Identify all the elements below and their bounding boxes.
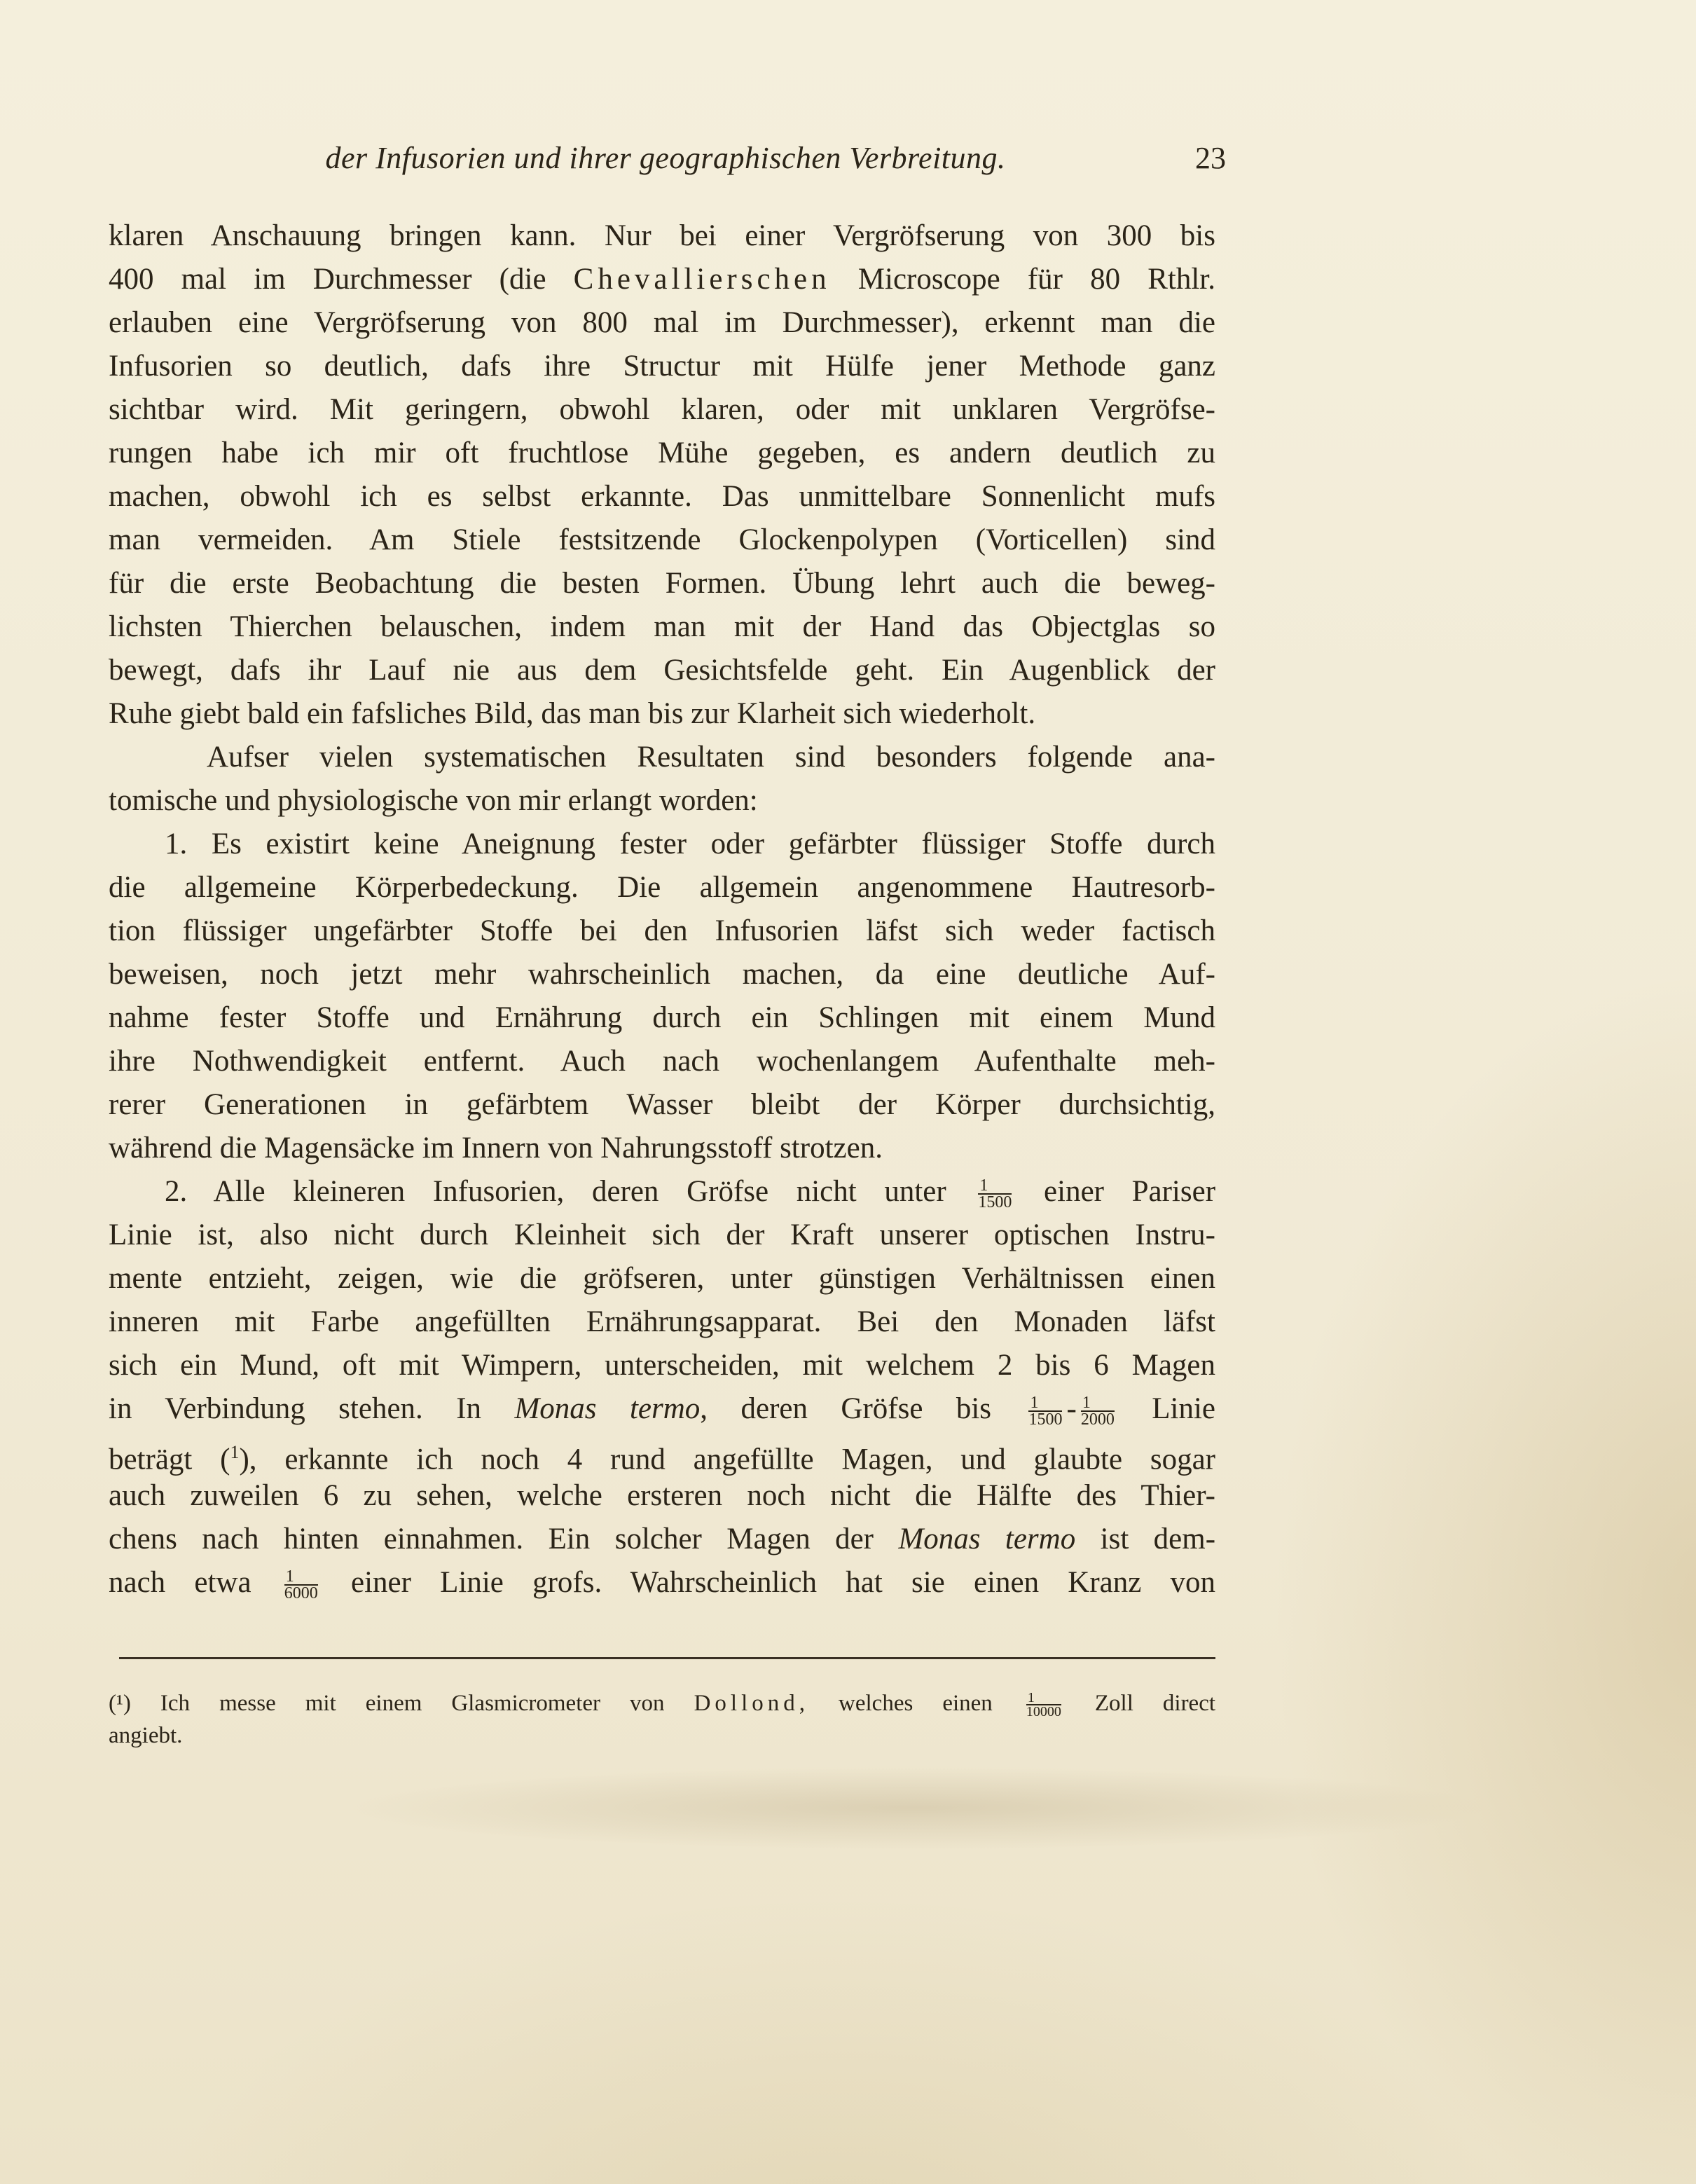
text-line: man vermeiden. Am Stiele festsitzende Glockenpolypen (Vorticellen) sind [109,523,1215,556]
text-line: machen, obwohl ich es selbst erkannte. Das unmittelbare Sonnenlicht mufs [109,480,1215,513]
text-line: Infusorien so deutlich, dafs ihre Structur mit Hülfe jener Methode ganz [109,350,1215,383]
text-line: auch zuweilen 6 zu sehen, welche ersteren noch nicht die Hälfte des Thier- [109,1479,1215,1512]
text-line: rerer Generationen in gefärbtem Wasser bleibt der Körper durchsichtig, [109,1088,1215,1121]
body-text [109,214,1215,1605]
text-line: beträgt ($^1$), erkannte ich noch 4 rund angefüllte Magen, und glaubte sogar [109,1442,1216,1476]
footnote-separator [119,1657,1215,1659]
text-line: sich ein Mund, oft mit Wimpern, unterscheiden, mit welchem 2 bis 6 Magen [109,1349,1215,1382]
text-line: 400 mal im Durchmesser (die Chevallierschen Microscope für 80 Rthlr. [109,263,1215,296]
spaced-name: Chevallierschen [573,263,831,296]
text-line: klaren Anschauung bringen kann. Nur bei einer Vergröfserung von 300 bis [109,219,1215,252]
numbered-item-2: 2. Alle kleineren Infusorien, deren Gröfse nicht unter $\frac{1}{1500}$ einer Pariser [165,1175,1216,1212]
text-line: für die erste Beobachtung die besten Formen. Übung lehrt auch die beweg- [109,567,1215,600]
running-header [105,140,1226,189]
text-line: bewegt, dafs ihr Lauf nie aus dem Gesichtsfelde geht. Ein Augenblick der [109,654,1215,687]
paragraph-start: Aufser vielen systematischen Resultaten sind besonders folgende ana- [207,741,1215,774]
page-shadow [336,1766,1492,1850]
species-name: Monas termo [898,1523,1076,1555]
text-line: beweisen, noch jetzt mehr wahrscheinlich machen, da eine deutliche Auf- [109,958,1215,991]
text-line: nahme fester Stoffe und Ernährung durch ein Schlingen mit einem Mund [109,1001,1215,1034]
page-number: 23 [1195,141,1226,175]
fraction-1-1500: $\frac{1}{1500}$ [978,1176,1012,1212]
text-line: chens nach hinten einnahmen. Ein solcher Magen der Monas termo ist dem- [109,1523,1216,1555]
species-name: Monas termo [514,1392,701,1425]
text-line: nach etwa $\frac{1}{6000}$ einer Linie grofs. Wahrscheinlich hat sie einen Kranz von [109,1566,1216,1603]
running-title: der Infusorien und ihrer geographischen Verbreitung. [325,141,1006,175]
footnote-line: angiebt. [109,1723,183,1748]
text-line: lichsten Thierchen belauschen, indem man mit der Hand das Objectglas so [109,610,1215,643]
text-line: sichtbar wird. Mit geringern, obwohl klaren, oder mit unklaren Vergröfse- [109,393,1215,426]
text-line: ihre Nothwendigkeit entfernt. Auch nach wochenlangem Aufenthalte meh- [109,1045,1215,1078]
fraction-1-6000: $\frac{1}{6000}$ [284,1567,318,1603]
text-line: rungen habe ich mir oft fruchtlose Mühe gegeben, es andern deutlich zu [109,437,1215,469]
text-line: tomische und physiologische von mir erlangt worden: [109,784,758,817]
footnote-ref[interactable]: 1 [230,1442,240,1462]
text-line: während die Magensäcke im Innern von Nahrungsstoff strotzen. [109,1132,883,1165]
numbered-item-1: 1. Es existirt keine Aneignung fester oder gefärbter flüssiger Stoffe durch [165,827,1215,860]
footnote-line: (¹) Ich messe mit einem Glasmicrometer von Dollond, welches einen $\frac{1}{10000}$ Zoll direct [109,1690,1216,1720]
footnote [109,1687,1215,1752]
text-line: inneren mit Farbe angefüllten Ernährungsapparat. Bei den Monaden läfst [109,1305,1215,1338]
text-line: in Verbindung stehen. In Monas termo, deren Gröfse bis $\frac{1}{1500}$ - $\frac{1}{2000}$ Linie [109,1392,1215,1429]
text-line: erlauben eine Vergröfserung von 800 mal im Durchmesser), erkennt man die [109,306,1215,339]
spaced-name: Dollond, [694,1691,809,1716]
text-line: Ruhe giebt bald ein fafsliches Bild, das man bis zur Klarheit sich wiederholt. [109,697,1036,730]
fraction-1-10000: $\frac{1}{10000}$ [1026,1690,1061,1720]
fraction-1-2000: $\frac{1}{2000}$ [1080,1394,1115,1429]
text-line: mente entzieht, zeigen, wie die gröfseren, unter günstigen Verhältnissen einen [109,1262,1215,1295]
text-line: tion flüssiger ungefärbter Stoffe bei den Infusorien läfst sich weder factisch [109,914,1215,947]
fraction-1-1500: $\frac{1}{1500}$ [1028,1394,1063,1429]
text-line: Linie ist, also nicht durch Kleinheit sich der Kraft unserer optischen Instru- [109,1218,1215,1251]
text-line: die allgemeine Körperbedeckung. Die allgemein angenommene Hautresorb- [109,871,1215,904]
